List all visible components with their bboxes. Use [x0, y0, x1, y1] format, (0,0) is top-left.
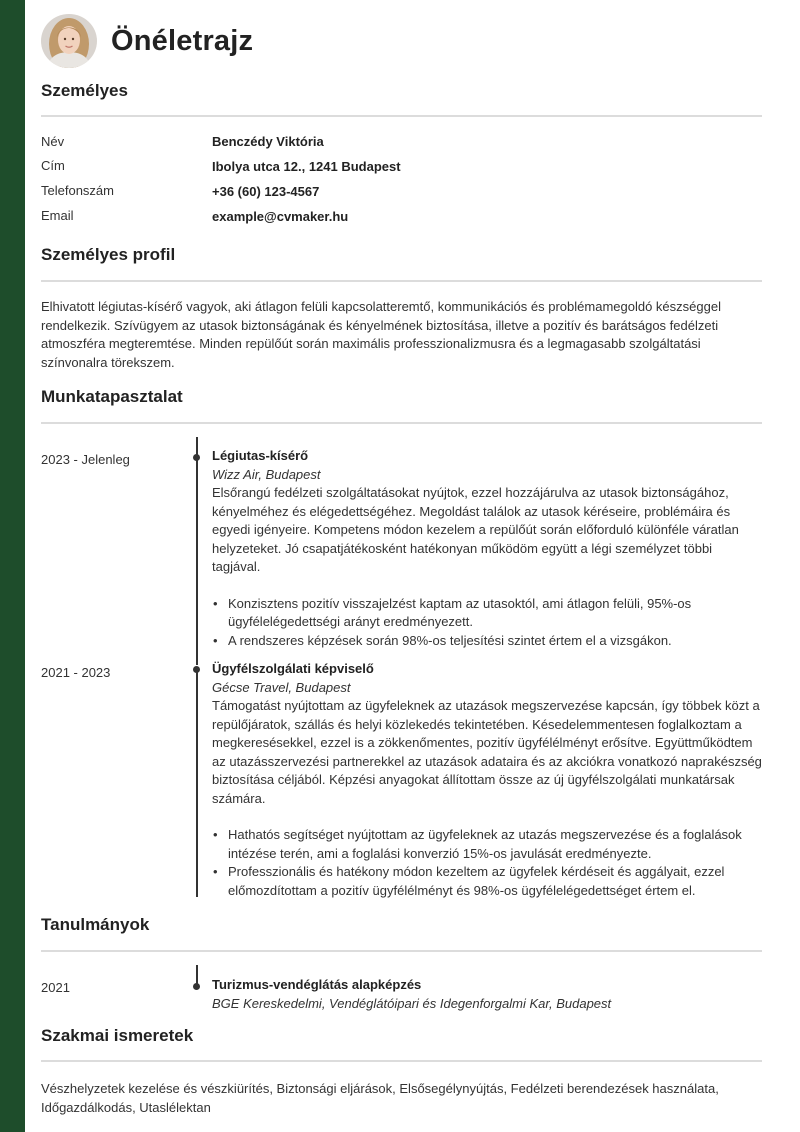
resume-header [41, 14, 253, 68]
job-description: Elsőrangú fedélzeti szolgáltatásokat nyújtok, ezzel hozzájárulva az utasok biztonságához, kényelméhez és elégedettségéhez. Megoldást találok az utasok kéréseire, problémáira és egyedi igényeire. Kompetens módon kezelem a repülőút során előforduló különféle váratlan helyzeteket. Jó csapatjátékosként hatékonyan működöm együtt a légi személyzet többi tagjával. [212, 485, 739, 574]
experience-entry [212, 660, 762, 900]
personal-value-phone: +36 (60) 123-4567 [212, 184, 320, 199]
avatar [41, 14, 97, 68]
skills-text: Vészhelyzetek kezelése és vészkiürítés, Biztonsági eljárások, Elsősegélynyújtás, Fedélzeti berendezések használata, Időgazdálkodás, Utaslélektan [41, 1081, 719, 1115]
experience-date: 2023 - Jelenleg [41, 452, 130, 467]
employer: Wizz Air, Budapest [212, 466, 321, 482]
job-title: Légiutas-kísérő [212, 448, 309, 463]
personal-value-address: Ibolya utca 12., 1241 Budapest [212, 159, 401, 174]
employer: Gécse Travel, Budapest [212, 679, 351, 695]
degree-title: Turizmus-vendéglátás alapképzés [212, 977, 422, 992]
timeline-dot [193, 666, 200, 673]
section-divider [41, 115, 762, 117]
experience-date: 2021 - 2023 [41, 665, 111, 680]
personal-value-email: example@cvmaker.hu [212, 209, 349, 224]
personal-label-phone: Telefonszám [41, 183, 114, 198]
achievement-item: • Hathatós segítséget nyújtottam az ügyfeleknek az utazás megszervezése és a foglalások intézése terén, ami a foglalási konverzió 15%-os javulását eredményezte. [212, 826, 762, 863]
section-title-personal: Személyes [41, 81, 128, 100]
personal-value-name: Benczédy Viktória [212, 134, 324, 149]
achievement-item: • A rendszeres képzések során 98%-os teljesítési szintet értem el a vizsgákon. [212, 632, 762, 651]
timeline-dot [193, 983, 200, 990]
timeline-line [196, 672, 198, 897]
section-divider [41, 950, 762, 952]
timeline-dot [193, 454, 200, 461]
personal-label-email: Email [41, 208, 74, 223]
achievement-list [212, 826, 762, 900]
section-divider [41, 1060, 762, 1062]
education-date: 2021 [41, 980, 70, 995]
left-accent-bar [0, 0, 25, 1132]
experience-entry [212, 447, 762, 650]
profile-photo [41, 14, 97, 68]
achievement-item: • Konzisztens pozitív visszajelzést kaptam az utasoktól, ami átlagon felüli, 95%-os ügyfélelégedettségi arányt eredményezett. [212, 595, 762, 632]
section-divider [41, 422, 762, 424]
job-title: Ügyfélszolgálati képviselő [212, 661, 374, 676]
section-divider [41, 280, 762, 282]
personal-label-name: Név [41, 134, 65, 149]
profile-text: Elhivatott légiutas-kísérő vagyok, aki átlagon felüli kapcsolatteremtő, kommunikációs és problémamegoldó készséggel rendelkezik. Szívügyem az utasok biztonságának és kényelmének biztosítása, illetve a pozitív és barátságos fedélzeti atmoszféra megteremtése. Minden repülőút során maximális professzionalizmusra és a legmagasabb szolgáltatási színvonalra törekszem. [41, 299, 721, 370]
timeline-line [196, 437, 198, 665]
personal-label-address: Cím [41, 158, 65, 173]
job-description: Támogatást nyújtottam az ügyfeleknek az utazások megszervezése kapcsán, így többek közt a repülőjáratok, szállás és helyi közlekedés tekintetében. Késedelemmentesen foglalkoztam a megkeresésekkel, ezzel is a zökkenőmentes, pozitív ügyfélélményt erősítve. Együttműködtem az utazásszervezési partnerekkel az utazások adataira és az akciókra vonatkozó naprakészség biztosítása céljából. Képzési anyagokat állítottam össze az új ügyfélszolgálati munkatársak számára. [212, 698, 762, 806]
section-title-education: Tanulmányok [41, 915, 150, 934]
school-name: BGE Kereskedelmi, Vendéglátóipari és Idegenforgalmi Kar, Budapest [212, 995, 612, 1011]
section-title-skills: Szakmai ismeretek [41, 1026, 194, 1045]
achievement-list [212, 595, 762, 651]
section-title-profile: Személyes profil [41, 245, 176, 264]
page-title: Önéletrajz [111, 24, 254, 57]
education-entry [212, 976, 762, 1013]
achievement-item: • Professzionális és hatékony módon kezeltem az ügyfelek kérdéseit és aggályait, ezzel előmozdítottam a pozitív ügyfélélményt és 98%-os ügyfélelégedettséget értem el. [212, 863, 762, 900]
section-title-experience: Munkatapasztalat [41, 387, 183, 406]
